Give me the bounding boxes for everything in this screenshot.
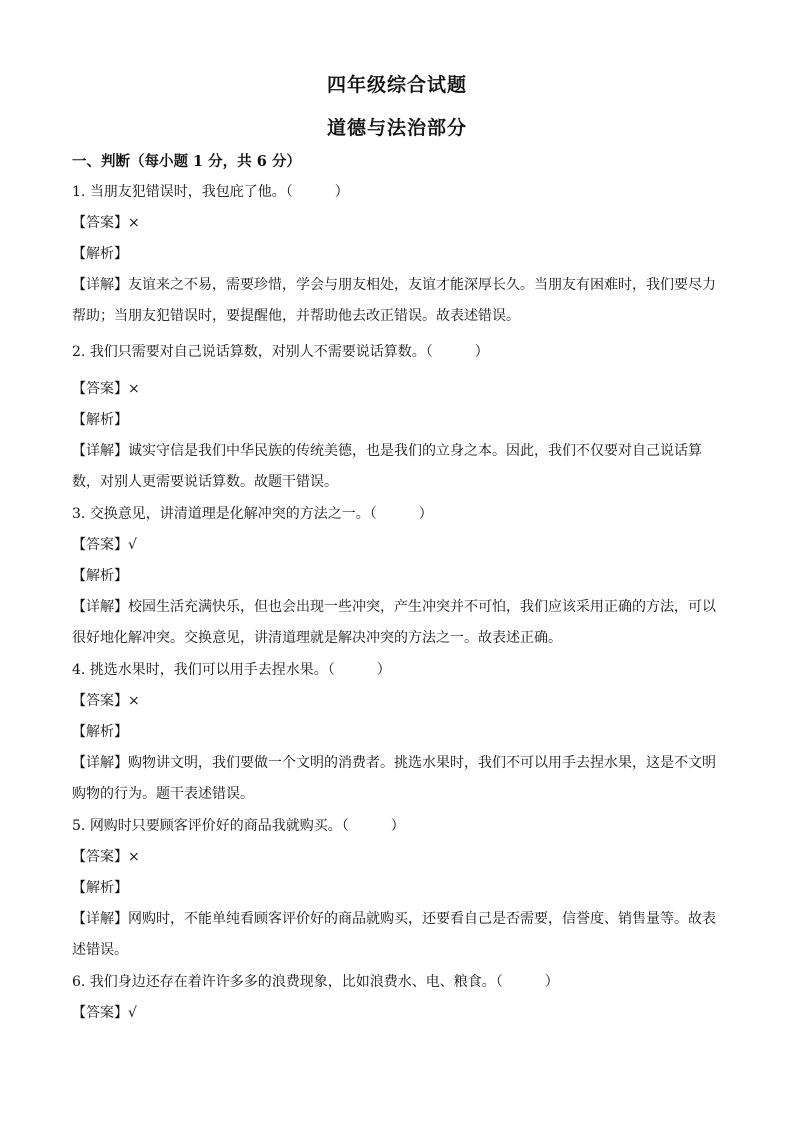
answer-label: 【答案】 <box>72 537 128 553</box>
detail-3-line-2: 很好地化解冲突。交换意见，讲清道理就是解决冲突的方法之一。故表述正确。 <box>72 630 562 646</box>
detail-5-line-1 <box>72 910 716 928</box>
analysis-label-4: 【解析】 <box>72 724 128 740</box>
question-number: 2. <box>72 344 86 360</box>
answer-1 <box>72 214 140 232</box>
answer-label: 【答案】 <box>72 849 128 865</box>
detail-4-line-2: 购物的行为。题干表述错误。 <box>72 786 254 802</box>
page-subtitle: 道德与法治部分 <box>326 117 467 139</box>
detail-1-line-2: 帮助；当朋友犯错误时，要提醒他，并帮助他去改正错误。故表述错误。 <box>72 308 520 324</box>
question-4 <box>72 661 391 679</box>
page-title: 四年级综合试题 <box>326 74 467 96</box>
detail-label: 【详解】 <box>72 277 128 293</box>
question-text: 我们只需要对自己说话算数，对别人不需要说话算数。（ ） <box>89 344 489 360</box>
question-3 <box>72 505 433 523</box>
question-2 <box>72 343 489 361</box>
detail-1-line-1 <box>72 276 716 294</box>
question-number: 1. <box>72 184 86 200</box>
detail-text: 校园生活充满快乐，但也会出现一些冲突，产生冲突并不可怕，我们应该采用正确的方法，可以 <box>128 599 716 615</box>
analysis-label-2: 【解析】 <box>72 412 128 428</box>
detail-5-line-2: 述错误。 <box>72 942 128 958</box>
detail-2-line-2: 数，对别人更需要说话算数。故题干错误。 <box>72 474 338 490</box>
detail-text: 诚实守信是我们中华民族的传统美德，也是我们的立身之本。因此，我们不仅要对自己说话算 <box>128 443 702 459</box>
detail-3-line-1 <box>72 598 716 616</box>
answer-3 <box>72 536 137 554</box>
question-number: 3. <box>72 506 86 522</box>
question-1 <box>72 183 349 201</box>
answer-value: × <box>128 849 140 865</box>
question-text: 交换意见，讲清道理是化解冲突的方法之一。（ ） <box>89 506 433 522</box>
analysis-label-1: 【解析】 <box>72 246 128 262</box>
question-text: 挑选水果时，我们可以用手去捏水果。（ ） <box>89 662 391 678</box>
answer-label: 【答案】 <box>72 215 128 231</box>
answer-5 <box>72 848 140 866</box>
question-number: 6. <box>72 974 86 990</box>
analysis-label-5: 【解析】 <box>72 880 128 896</box>
question-5 <box>72 817 405 835</box>
answer-4 <box>72 692 140 710</box>
detail-label: 【详解】 <box>72 755 128 771</box>
answer-value: √ <box>128 537 137 553</box>
answer-value: × <box>128 381 140 397</box>
detail-4-line-1 <box>72 754 716 772</box>
analysis-label-3: 【解析】 <box>72 568 128 584</box>
answer-label: 【答案】 <box>72 693 128 709</box>
question-6 <box>72 973 559 991</box>
detail-2-line-1 <box>72 442 702 460</box>
answer-value: × <box>128 215 140 231</box>
answer-value: √ <box>128 1005 137 1021</box>
answer-label: 【答案】 <box>72 381 128 397</box>
question-number: 4. <box>72 662 86 678</box>
answer-label: 【答案】 <box>72 1005 128 1021</box>
question-text: 当朋友犯错误时，我包庇了他。（ ） <box>89 184 349 200</box>
section-heading: 一、判断（每小题 1 分，共 6 分） <box>72 153 301 170</box>
answer-value: × <box>128 693 140 709</box>
detail-label: 【详解】 <box>72 599 128 615</box>
question-text: 我们身边还存在着许许多多的浪费现象，比如浪费水、电、粮食。（ ） <box>89 974 559 990</box>
answer-6 <box>72 1004 137 1022</box>
detail-text: 友谊来之不易，需要珍惜，学会与朋友相处，友谊才能深厚长久。当朋友有困难时，我们要尽力 <box>128 277 716 293</box>
question-number: 5. <box>72 818 86 834</box>
detail-label: 【详解】 <box>72 443 128 459</box>
question-text: 网购时只要顾客评价好的商品我就购买。（ ） <box>89 818 405 834</box>
detail-text: 网购时，不能单纯看顾客评价好的商品就购买，还要看自己是否需要，信誉度、销售量等。故表 <box>128 911 716 927</box>
detail-label: 【详解】 <box>72 911 128 927</box>
answer-2 <box>72 380 140 398</box>
detail-text: 购物讲文明，我们要做一个文明的消费者。挑选水果时，我们不可以用手去捏水果，这是不文明 <box>128 755 716 771</box>
